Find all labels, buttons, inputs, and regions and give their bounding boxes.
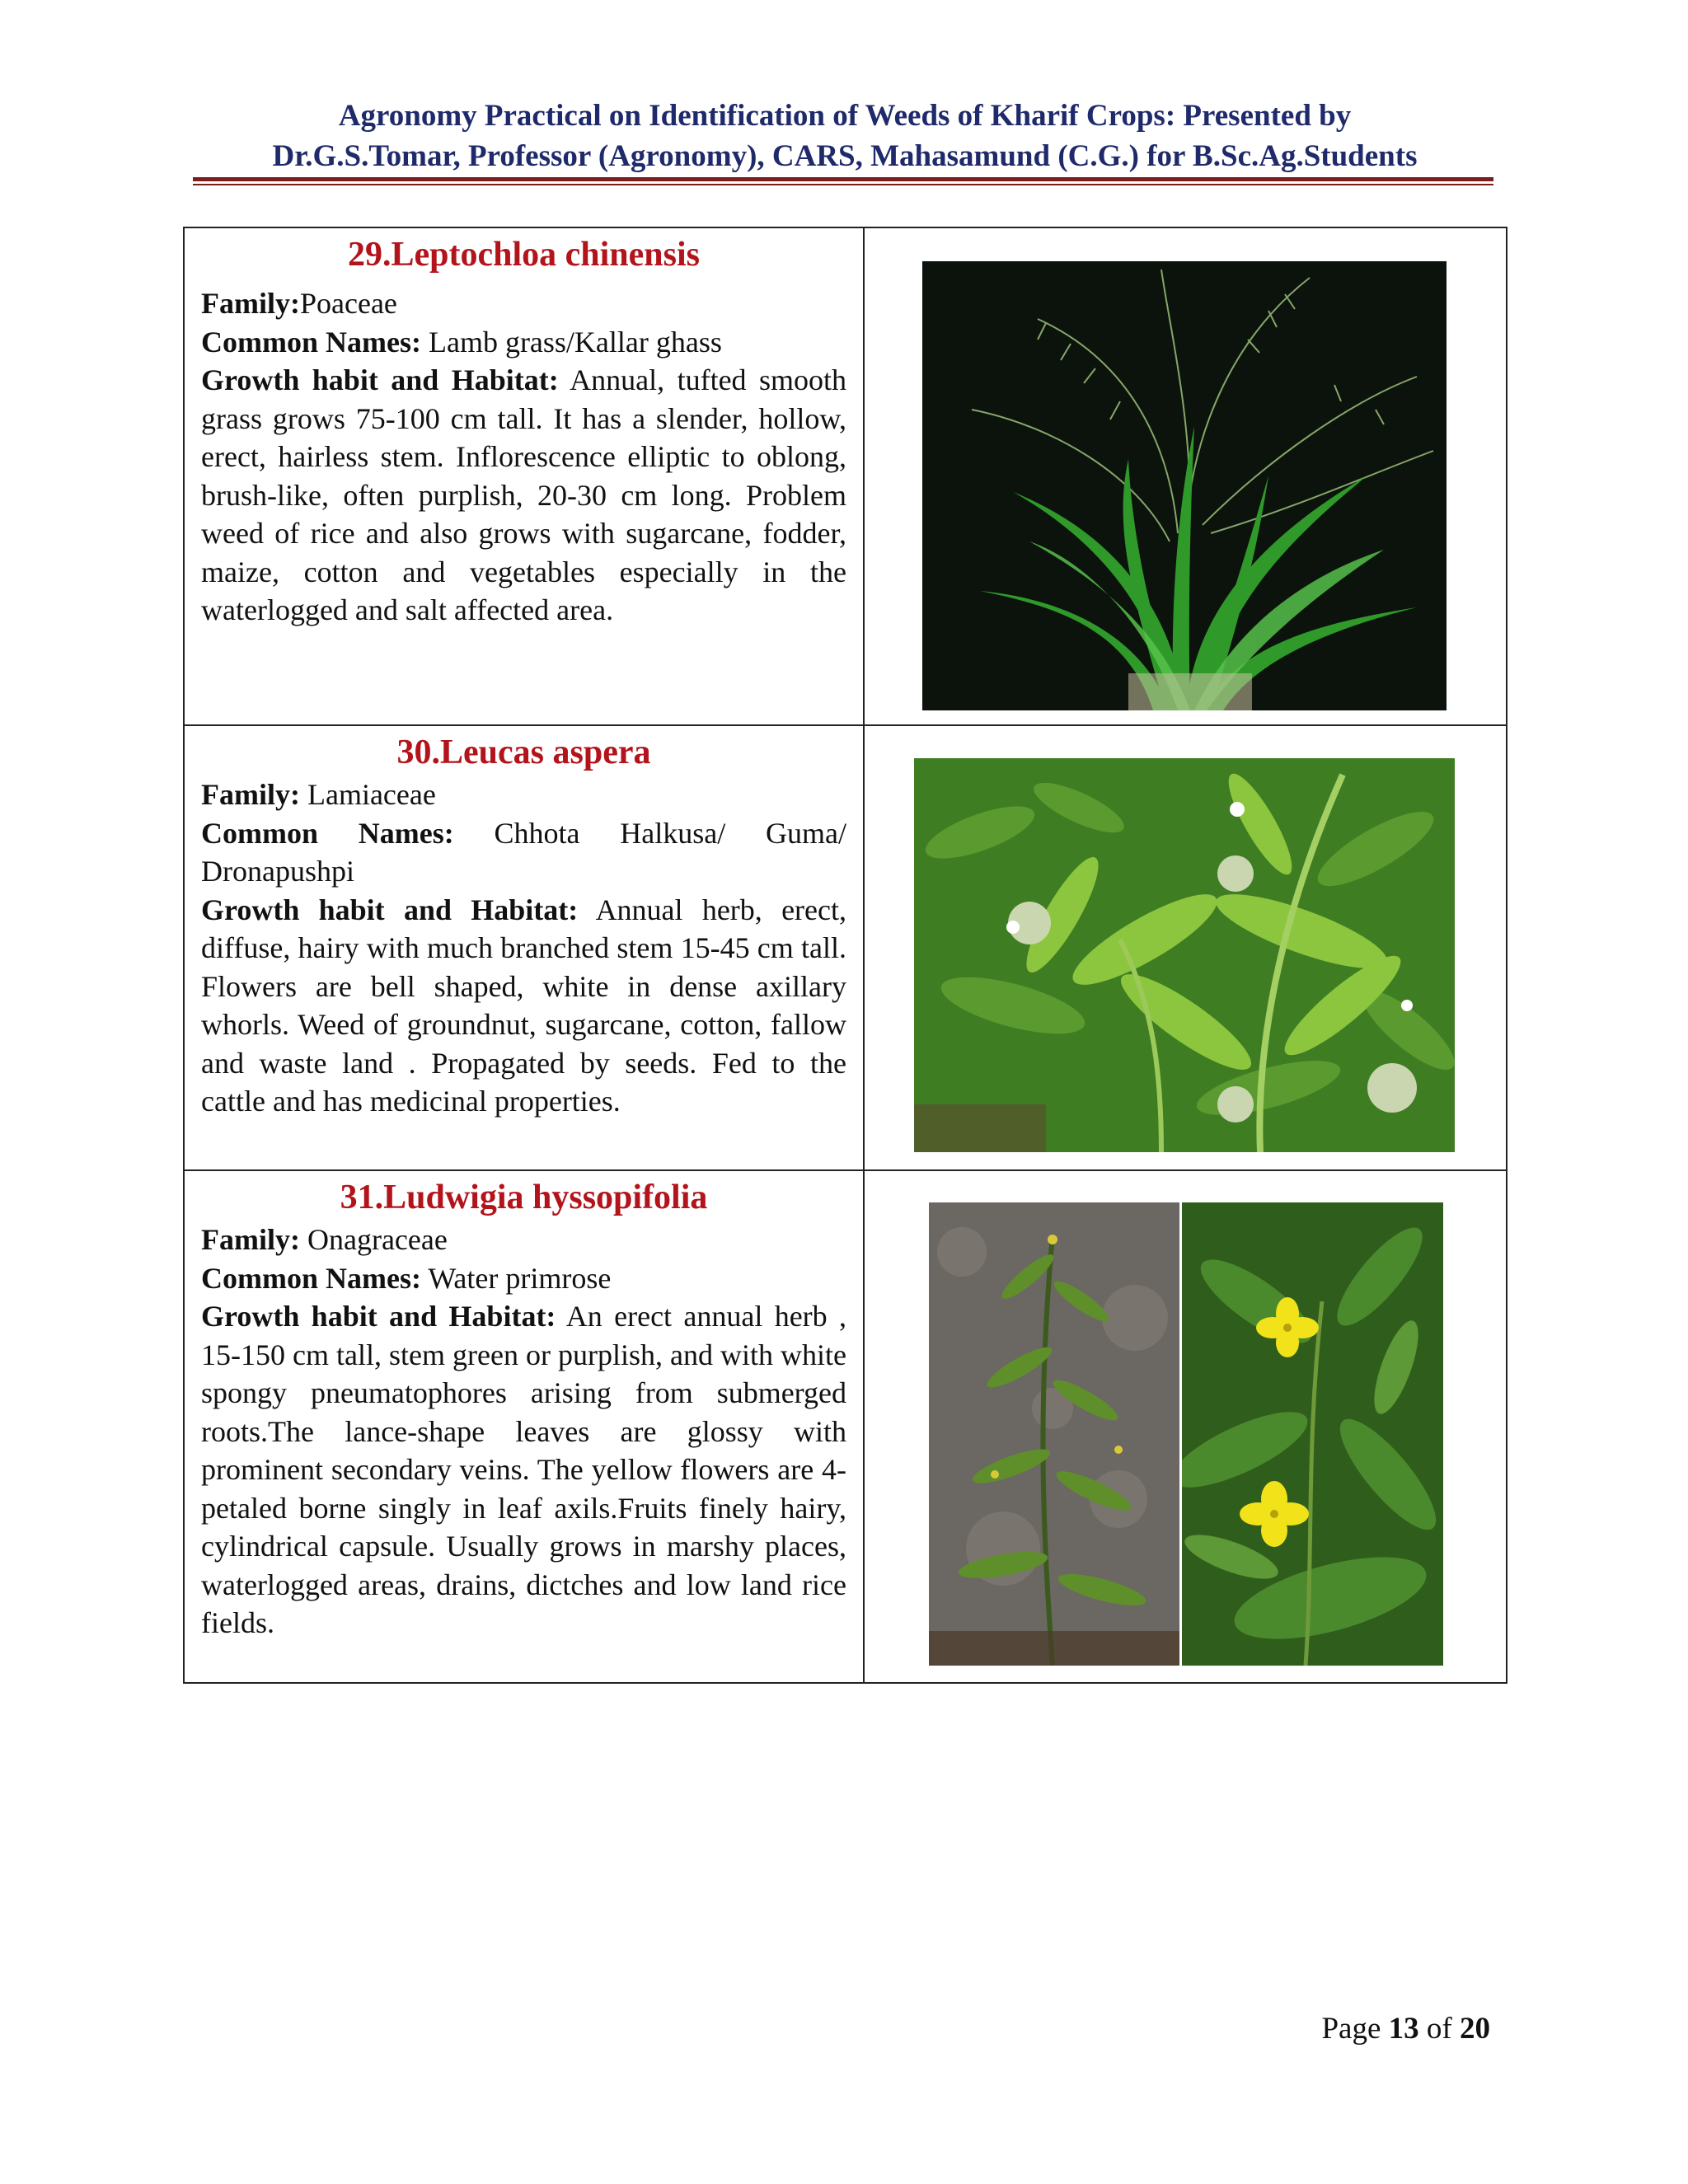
family-label: Family: <box>201 1223 300 1256</box>
growth-habit-paragraph <box>201 361 846 630</box>
weed-title: 31.Ludwigia hyssopifolia <box>340 1179 708 1216</box>
common-names-value: Chhota Halkusa/ Guma/ Dronapushpi <box>201 816 846 888</box>
growth-habit-paragraph <box>201 891 846 1121</box>
family-value: Onagraceae <box>299 1223 448 1256</box>
family-label: Family: <box>201 287 300 320</box>
weeds-table <box>183 227 1507 1684</box>
weed-text-cell <box>184 227 864 725</box>
weed-image-cell <box>864 725 1507 1170</box>
growth-habit-text: Annual herb, erect, diffuse, hairy with much branched stem 15-45 cm tall. Flowers are bell shaped, white in dense axillary whorls. Weed of groundnut, sugarcane, cotton, fallow and waste land . Propagated by seeds. Fed to the cattle and has medicinal properties. <box>201 893 847 1118</box>
growth-habit-label: Growth habit and Habitat: <box>201 893 579 926</box>
common-names-line <box>201 814 846 891</box>
weed-row <box>184 1170 1507 1683</box>
weed-text-cell <box>184 1170 864 1683</box>
common-names-line <box>201 323 846 362</box>
weed-image-cell <box>864 1170 1507 1683</box>
weed-image-cell <box>864 227 1507 725</box>
ludwigia-flower-photo <box>1182 1202 1443 1666</box>
growth-habit-text: Annual, tufted smooth grass grows 75-100 cm tall. It has a slender, hollow, erect, hairless stem. Inflorescence elliptic to oblong, brush-like, often purplish, 20-30 cm long. Problem weed of rice and also grows with sugarcane, fodder, maize, cotton and vegetables especially in the waterlogged and salt affected area. <box>201 363 846 626</box>
page-of: of <box>1418 2012 1460 2046</box>
weed-row <box>184 725 1507 1170</box>
family-label: Family: <box>201 778 300 811</box>
common-names-value: Water primrose <box>420 1261 612 1295</box>
common-names-value: Lamb grass/Kallar ghass <box>420 325 722 359</box>
ludwigia-habit-photo <box>929 1202 1179 1666</box>
growth-habit-label: Growth habit and Habitat: <box>201 363 559 396</box>
growth-habit-label: Growth habit and Habitat: <box>201 1300 556 1333</box>
growth-habit-text: An erect annual herb , 15-150 cm tall, stem green or purplish, and with white spongy pneumatophores arising from submerged roots.The lance-shape leaves are glossy with prominent secondary veins. The yellow flowers are 4-petaled borne singly in leaf axils.Fruits finely hairy, cylindrical capsule. Usually grows in marshy places, waterlogged areas, drains, dictches and low land rice fields. <box>201 1300 846 1639</box>
weed-text-cell <box>184 725 864 1170</box>
common-names-line <box>201 1259 846 1298</box>
common-names-label: Common Names: <box>201 1261 421 1295</box>
weed-title: 29.Leptochloa chinensis <box>347 236 701 274</box>
header-line-2: Dr.G.S.Tomar, Professor (Agronomy), CARS, Mahasamund (C.G.) for B.Sc.Ag.Students <box>272 139 1418 173</box>
page-total: 20 <box>1460 2012 1490 2046</box>
weed-title: 30.Leucas aspera <box>396 733 651 771</box>
header-line-1: Agronomy Practical on Identification of Weeds of Kharif Crops: Presented by <box>338 99 1352 133</box>
weed-row <box>184 227 1507 725</box>
leucas-photo <box>914 758 1455 1152</box>
document-header <box>190 96 1500 176</box>
header-rule-thin <box>193 184 1493 185</box>
growth-habit-paragraph <box>201 1297 846 1643</box>
family-value: Poaceae <box>299 287 397 320</box>
common-names-label: Common Names: <box>201 325 421 359</box>
family-line <box>201 1221 846 1259</box>
page-number: 13 <box>1388 2012 1419 2046</box>
family-value: Lamiaceae <box>299 778 436 811</box>
family-line <box>201 284 846 323</box>
page-prefix: Page <box>1321 2012 1389 2046</box>
header-rule <box>193 177 1493 181</box>
leptochloa-photo <box>922 261 1447 710</box>
page-footer <box>1321 2011 1490 2046</box>
common-names-label: Common Names: <box>201 816 454 850</box>
family-line <box>201 776 846 814</box>
